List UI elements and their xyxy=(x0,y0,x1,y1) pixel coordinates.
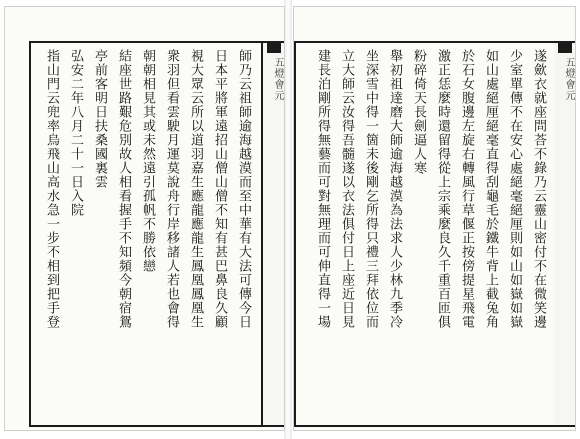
margin-title: 五燈會元 xyxy=(272,57,283,101)
text-line: 少室單傳不在安心處絕毫絕厘則如山如嶽如嶽 xyxy=(507,49,522,329)
text-line: 亭前客明日扶桑國裏雲 xyxy=(92,49,107,189)
text-line: 立大師云汝得吾髓遂以衣法俱付日上座近日見 xyxy=(339,49,354,329)
text-line: 結座世路艱危別故人相看握手不知頻今朝宿鴛 xyxy=(116,49,131,329)
text-line: 衆羽但看雲駛月運莫說舟行岸移諸人若也會得 xyxy=(164,49,179,329)
left-page xyxy=(4,6,285,431)
text-line: 指山門云兜率烏飛山高水急一步不相到把手登 xyxy=(44,49,59,329)
text-line: 於石女腹邊左旋右轉風行草偃正按傍提星飛電 xyxy=(459,49,474,329)
text-line: 師乃云祖師逾海越漠而至中華有大法可傳今日 xyxy=(236,49,251,329)
right-margin-strip xyxy=(554,41,576,427)
right-text-block xyxy=(300,49,550,421)
left-text-block xyxy=(35,49,279,421)
text-line: 舉初祖達磨大師逾海越漠為法求人少林九季冷 xyxy=(387,49,402,329)
text-line: 朝朝相見其或未然遠引孤帆不勝依戀 xyxy=(140,49,155,273)
left-text-frame xyxy=(29,41,285,427)
margin-title: 五燈會元 xyxy=(563,57,574,101)
text-line: 弘安二年八月二十一日入院 xyxy=(68,49,83,217)
text-line: 日本平將軍遠招山僧山僧不知有甚巴鼻良久顧 xyxy=(212,49,227,329)
right-text-frame xyxy=(294,41,556,427)
fish-tail-ornament xyxy=(558,43,572,53)
text-line: 坐深雪中得一箇未後剛乞所得只禮三拜依位而 xyxy=(363,49,378,329)
fish-tail-ornament xyxy=(267,43,281,53)
text-line: 遂歛衣就座問荅不錄乃云靈山密付不在微笑邊 xyxy=(531,49,546,329)
text-line: 粉碎倚天長劍逼人寒 xyxy=(411,49,426,175)
text-line: 視大眾云所以道羽嘉生應龍應龍生鳳凰鳳凰生 xyxy=(188,49,203,329)
right-page xyxy=(293,6,576,431)
left-margin-strip xyxy=(261,41,285,427)
text-line: 建長泊剛所得無藝而可對無理而可伸直得一場 xyxy=(315,49,330,329)
text-line: 如山處絕厘絕毫直得刮龜毛於鐵牛背上截兔角 xyxy=(483,49,498,329)
text-line: 激正恁麼時還留得從上宗乘麼良久千重百匝俱 xyxy=(435,49,450,329)
book-gutter xyxy=(284,0,292,439)
